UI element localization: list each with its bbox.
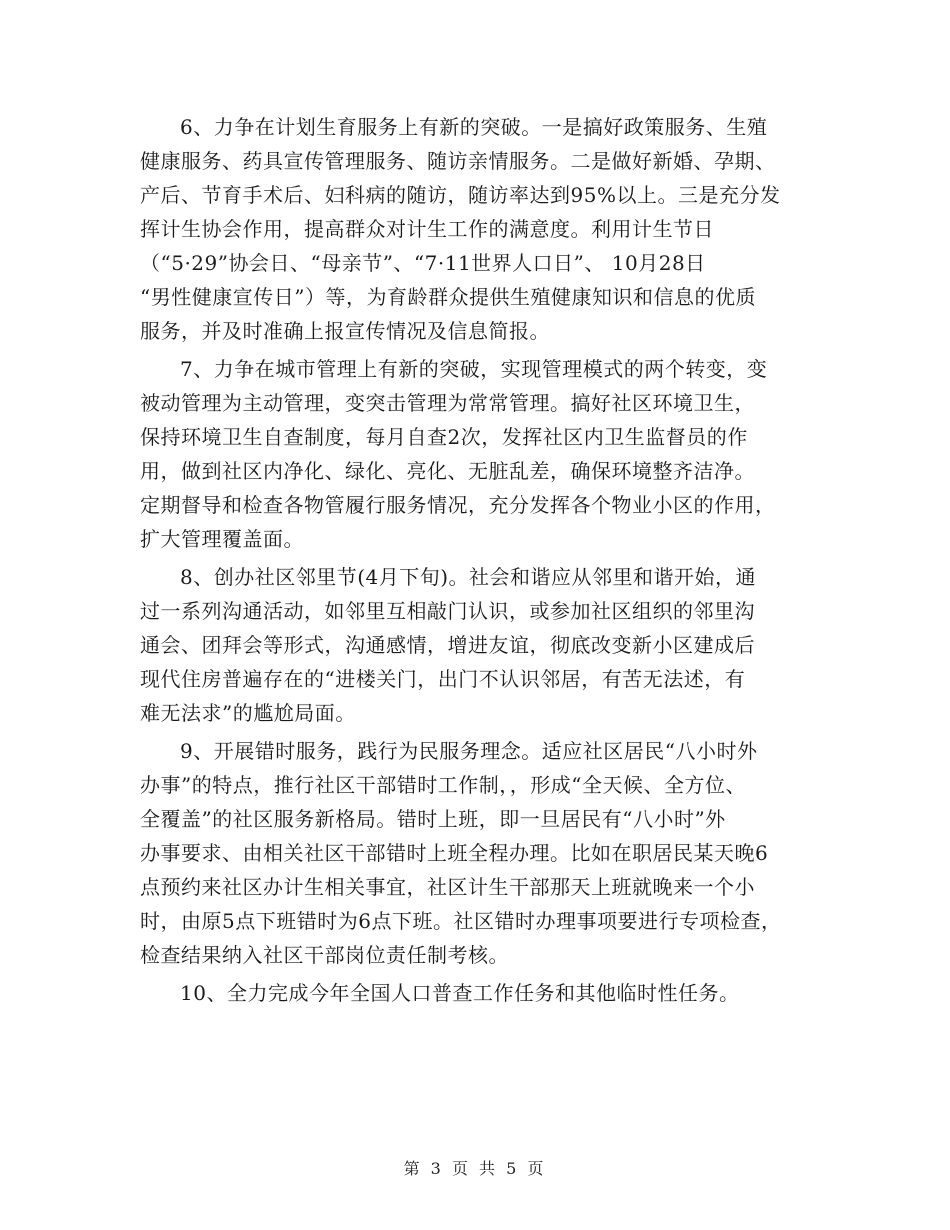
text-line: 现代住房普遍存在的“进楼关门，出门不认识邻居，有苦无法述，有 — [140, 667, 746, 691]
paragraph-6 — [140, 110, 810, 348]
text-line: 全覆盖”的社区服务新格局。错时上班，即一旦居民有“八小时”外 — [140, 807, 726, 831]
text-line: 时，由原5点下班错时为6点下班。社区错时办理事项要进行专项检查， — [140, 909, 782, 933]
text-line: 服务，并及时准确上报宣传情况及信息简报。 — [140, 319, 550, 343]
text-line: 用，做到社区内净化、绿化、亮化、无脏乱差，确保环境整齐洁净。 — [140, 459, 755, 483]
text-line: 办事要求、由相关社区干部错时上班全程办理。比如在职居民某天晚6 — [140, 841, 769, 865]
text-line: 7、力争在城市管理上有新的突破，实现管理模式的两个转变，变 — [180, 357, 768, 381]
page-number-footer: 第 3 页 共 5 页 — [403, 1159, 547, 1178]
text-line: 9、开展错时服务，践行为民服务理念。适应社区居民“八小时外 — [180, 739, 758, 763]
text-line: 扩大管理覆盖面。 — [140, 527, 304, 551]
text-line: 保持环境卫生自查制度，每月自查2次，发挥社区内卫生监督员的作 — [140, 425, 748, 449]
text-line: （“5·29”协会日、“母亲节”、“7·11世界人口日”、 10月28日 — [140, 251, 706, 275]
text-line: 难无法求”的尴尬局面。 — [140, 701, 356, 725]
text-line: 检查结果纳入社区干部岗位责任制考核。 — [140, 943, 509, 967]
text-line: 健康服务、药具宣传管理服务、随访亲情服务。二是做好新婚、孕期、 — [140, 149, 776, 173]
text-line: 过一系列沟通活动，如邻里互相敲门认识，或参加社区组织的邻里沟 — [140, 599, 755, 623]
paragraph-9 — [140, 734, 810, 972]
text-line: 产后、节育手术后、妇科病的随访，随访率达到95%以上。三是充分发 — [140, 183, 781, 207]
text-line: 通会、团拜会等形式，沟通感情，增进友谊，彻底改变新小区建成后 — [140, 633, 755, 657]
paragraph-8 — [140, 560, 810, 730]
text-line: 10、全力完成今年全国人口普查工作任务和其他临时性任务。 — [180, 981, 740, 1005]
text-line: 点预约来社区办计生相关事宜，社区计生干部那天上班就晚来一个小 — [140, 875, 755, 899]
text-line: “男性健康宣传日”）等，为育龄群众提供生殖健康知识和信息的优质 — [140, 285, 756, 309]
text-line: 定期督导和检查各物管履行服务情况，充分发挥各个物业小区的作用， — [140, 493, 776, 517]
text-line: 8、创办社区邻里节(4月下旬)。社会和谐应从邻里和谐开始，通 — [180, 565, 757, 589]
paragraph-10 — [140, 976, 810, 1010]
text-line: 6、力争在计划生育服务上有新的突破。一是搞好政策服务、生殖 — [180, 115, 768, 139]
text-line: 挥计生协会作用，提高群众对计生工作的满意度。利用计生节日 — [140, 217, 714, 241]
document-body — [140, 110, 810, 1014]
text-line: 办事”的特点，推行社区干部错时工作制，，形成“全天候、全方位、 — [140, 773, 746, 797]
paragraph-7 — [140, 352, 810, 556]
text-line: 被动管理为主动管理，变突击管理为常常管理。搞好社区环境卫生， — [140, 391, 755, 415]
